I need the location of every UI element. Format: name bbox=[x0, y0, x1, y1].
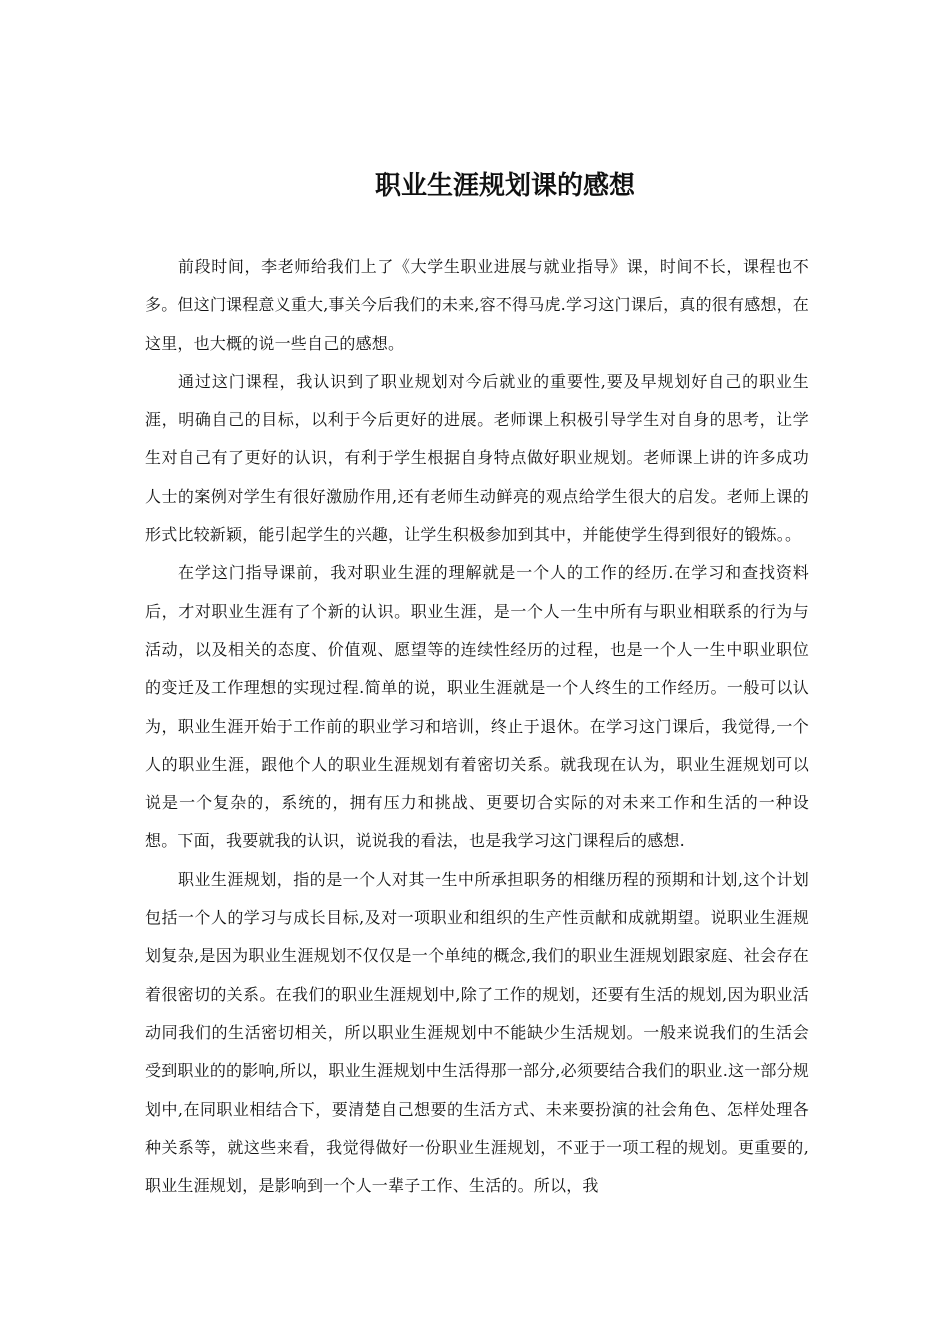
document-title: 职业生涯规划课的感想 bbox=[374, 171, 635, 201]
paragraph-1: 前段时间，李老师给我们上了《大学生职业进展与就业指导》课，时间不长，课程也不多。但这门课程意义重大,事关今后我们的未来,容不得马虎.学习这门课后，真的很有感想，在这里，也大概的说一些自己的感想。 bbox=[145, 257, 809, 353]
paragraph-2: 通过这门课程，我认识到了职业规划对今后就业的重要性,要及早规划好自己的职业生涯，明确自己的目标，以利于今后更好的进展。老师课上积极引导学生对自身的思考，让学生对自己有了更好的认识，有利于学生根据自身特点做好职业规划。老师课上讲的许多成功人士的案例对学生有很好激励作用,还有老师生动鲜亮的观点给学生很大的启发。老师上课的形式比较新颖，能引起学生的兴趣，让学生积极参加到其中，并能使学生得到很好的锻炼。。 bbox=[145, 371, 809, 545]
paragraph-4: 职业生涯规划，指的是一个人对其一生中所承担职务的相继历程的预期和计划,这个计划包括一个人的学习与成长目标,及对一项职业和组织的生产性贡献和成就期望。说职业生涯规划复杂,是因为职业生涯规划不仅仅是一个单纯的概念,我们的职业生涯规划跟家庭、社会存在着很密切的关系。在我们的职业生涯规划中,除了工作的规划，还要有生活的规划,因为职业活动同我们的生活密切相关，所以职业生涯规划中不能缺少生活规划。一般来说我们的生活会受到职业的的影响,所以，职业生涯规划中生活得那一部分,必须要结合我们的职业.这一部分规划中,在同职业相结合下，要清楚自己想要的生活方式、未来要扮演的社会角色、怎样处理各种关系等，就这些来看，我觉得做好一份职业生涯规划，不亚于一项工程的规划。更重要的,职业生涯规划，是影响到一个人一辈子工作、生活的。所以，我 bbox=[145, 869, 809, 1196]
paragraph-3: 在学这门指导课前，我对职业生涯的理解就是一个人的工作的经历.在学习和查找资料后，才对职业生涯有了个新的认识。职业生涯，是一个人一生中所有与职业相联系的行为与活动，以及相关的态度、价值观、愿望等的连续性经历的过程，也是一个人一生中职业职位的变迁及工作理想的实现过程.简单的说，职业生涯就是一个人终生的工作经历。一般可以认为，职业生涯开始于工作前的职业学习和培训，终止于退休。在学习这门课后，我觉得,一个人的职业生涯，跟他个人的职业生涯规划有着密切关系。就我现在认为，职业生涯规划可以说是一个复杂的，系统的，拥有压力和挑战、更要切合实际的对未来工作和生活的一种设想。下面，我要就我的认识，说说我的看法，也是我学习这门课程后的感想. bbox=[145, 563, 809, 851]
document-body bbox=[145, 248, 809, 1205]
